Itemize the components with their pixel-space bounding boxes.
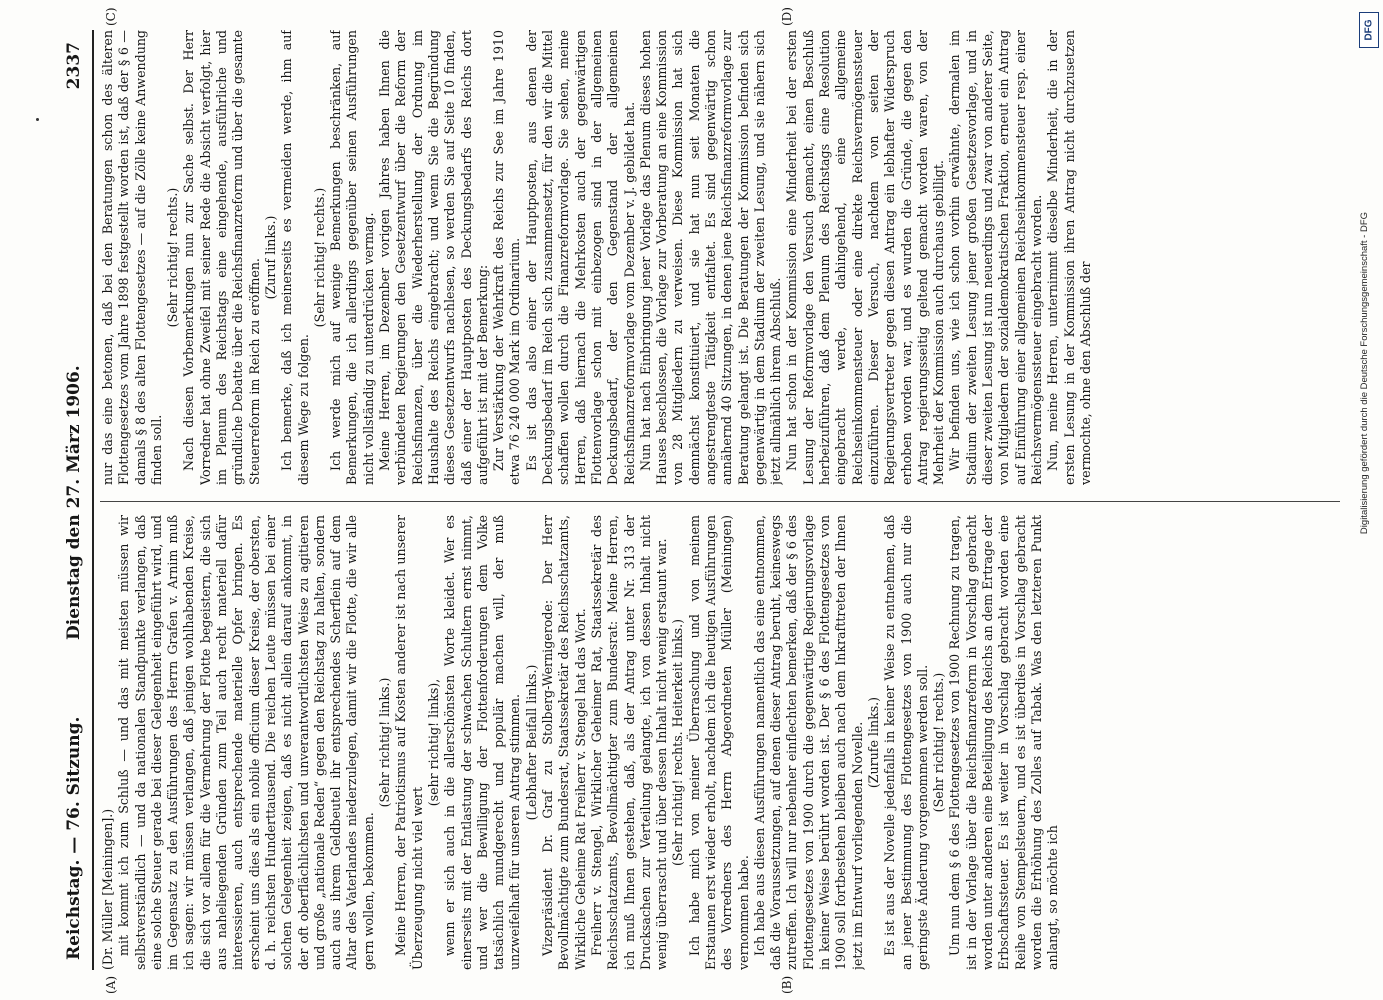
right-column-paragraph: (Sehr richtig! rechts.) [311, 187, 327, 328]
left-column-paragraph: Um nun dem § 6 des Flottengesetzes von 1900 Rechnung zu tragen, ist in der Vorlage über die Reichsfinanzreform in Vorschlag gebracht worden unter anderen eine Beteiligung des Reichs an dem Ertrage der Erbschaftssteuer. Es ist weiter in Vorschlag gebracht worden eine Reihe von Stempelsteuern, und es ist überdies in Vorschlag gebracht worden die Erhöhung des Zolles auf Tabak. Was den letzteren Punkt anlangt, so möchte ich [947, 515, 1061, 970]
left-column-paragraph: wenn er sich auch in die allerschönsten Worte kleidet. Wer es einerseits mit der Entlastung der schwachen Schultern ernst nimmt, und wer die Bewilligung der Flottenforderungen dem Volke tatsächlich mundgerecht und populär machen will, der muß unzweifelhaft für unseren Antrag stimmen. [442, 515, 523, 970]
right-column-paragraph: Nun hat schon in der Kommission eine Minderheit bei der ersten Lesung der Reformvorlage den Versuch gemacht, einen Beschluß herbeizuführen, daß dem Plenum des Reichstags eine Resolution eingebracht werde, dahingehend, eine allgemeine Reichseinkommensteuer oder eine direkte Reichsvermögenssteuer einzuführen. Dieser Versuch, nachdem von seiten der Regierungsvertreter gegen diesen Antrag ein lebhafter Widerspruch erhoben worden war, und es wurden die Gründe, die gegen den Antrag regierungsseitig geltend gemacht worden waren, von der Mehrheit der Kommission auch durchaus gebilligt. [784, 30, 947, 485]
left-column-paragraph: Es ist aus der Novelle jedenfalls in keiner Weise zu entnehmen, daß an jener Bestimmung des Flottengesetzes von 1900 auch nur die geringste Änderung vorgenommen werden soll. [882, 515, 930, 970]
right-column-paragraph: Nun, meine Herren, unternimmt dieselbe Minderheit, die in der ersten Lesung in der Kommission ihren Antrag nicht durchzusetzen vermochte, ohne den Abschluß der [1045, 30, 1093, 485]
right-column-paragraph: nur das eine betonen, daß bei den Beratungen schon des älteren Flottengesetzes vom Jahre 1898 festgestellt worden ist, daß der § 6 — damals § 8 des alten Flottengesetzes — auf die Zölle keine Anwendung finden soll. [100, 30, 164, 485]
text-column-right [100, 30, 1340, 485]
dfg-footer [1356, 8, 1380, 993]
left-column-paragraph: (Lebhafter Beifall links.) [523, 664, 539, 821]
page-content-rotated [60, 7, 1345, 994]
page-number: 2337 [64, 42, 84, 90]
left-column-paragraph: (Zurufe links.) [865, 696, 881, 789]
left-column-paragraph: Meine Herren, der Patriotismus auf Kosten anderer ist nach unserer Überzeugung nicht viel wert [393, 515, 425, 970]
left-column-paragraph: (Sehr richtig! rechts. Heiterkeit links.) [670, 618, 686, 867]
scan-speck [36, 118, 39, 121]
right-column-paragraph: Meine Herren, im Dezember vorigen Jahres haben Ihnen die verbündeten Regierungen den Gesetzentwurf über die Reform der Reichsfinanzen, über die Wiederherstellung der Ordnung im Haushalte des Reichs eingebracht; und wenn Sie die Begründung dieses Gesetzentwurfs nachlesen, so werden Sie auf Seite 10 finden, daß einer der Hauptposten des Deckungsbedarfs des Reichs dort aufgeführt ist mit der Bemerkung: [377, 30, 490, 485]
right-column-paragraph: Zur Verstärkung der Wehrkraft des Reichs zur See im Jahre 1910 etwa 76 240 000 Mark im Ordinarium. [491, 30, 523, 485]
column-divider [100, 501, 1340, 502]
left-column-paragraph: (Sehr richtig! rechts.) [931, 672, 947, 813]
right-column-paragraph: Ich werde mich auf wenige Bemerkungen beschränken, auf Bemerkungen, die ich allerdings gegenüber seinen Ausführungen nicht vollständig zu unterdrücken vermag. [328, 30, 376, 485]
margin-letter-b: (B) [780, 975, 794, 994]
left-column-paragraph: Ich habe mich von meiner Überraschung und von meinem Erstaunen erst wieder erholt, nachdem ich die heutigen Ausführungen des Vorredners des Herrn Abgeordneten Müller (Meiningen) vernommen habe. [686, 515, 751, 970]
margin-letter-a: (A) [104, 975, 118, 994]
right-column-paragraph: Wir befinden uns, wie ich schon vorhin erwähnte, dermalen im Stadium der zweiten Lesung jener großen Gesetzesvorlage, und in dieser zweiten Lesung ist nun neuerdings und zwar von anderer Seite, von Mitgliedern der sozialdemokratischen Fraktion, erneut ein Antrag auf Einführung einer allgemeinen Reichseinkommensteuer resp. einer Reichsvermögenssteuer eingebracht worden. [947, 30, 1044, 485]
margin-letter-d: (D) [780, 7, 794, 26]
right-column-paragraph: Nach diesen Vorbemerkungen nun zur Sache selbst. Der Herr Vorredner hat ohne Zweifel mit seiner Rede die Absicht verfolgt, hier im Plenum des Reichstags eine eingehende, ausführliche und gründliche Debatte über die Reichsfinanzreform und über die gesamte Steuerreform im Reich zu eröffnen. [181, 30, 262, 485]
right-column-paragraph: Ich bemerke, daß ich meinerseits es vermeiden werde, ihm auf diesem Wege zu folgen. [279, 30, 311, 485]
dfg-funding-note: Digitalisierung gefördert durch die Deutsche Forschungsgemeinschaft - DFG [1359, 211, 1370, 535]
running-head [60, 30, 94, 970]
left-column-paragraph: Ich habe aus diesen Ausführungen namentlich das eine entnommen, daß die Voraussetzungen, auf denen dieser Antrag beruht, keineswegs zutreffen. Ich will nur nebenher einflechten bemerken, daß der § 6 des Flottengesetzes von 1900 durch die gegenwärtige Regierungsvorlage in keiner Weise berührt worden ist. Der § 6 des Flottengesetzes von 1900 soll fortbestehen bleiben auch nach dem Inkrafttreten der Ihnen jetzt im Entwurf vorliegenden Novelle. [751, 515, 865, 970]
right-column-paragraph: (Zuruf links.) [262, 215, 278, 300]
left-column-paragraph: (Sehr richtig! links.) [377, 677, 393, 808]
left-column-paragraph: mit kommt ich zum Schluß — und das mit meisten müssen wir selbstverständlich — und da nationalen Standpunkte verlangen, daß eine solche Steuer gerade bei dieser Gelegenheit eingeführt wird, und im Gegensatz zu den Ausführungen des Herrn Grafen v. Arnim muß ich sagen: wir müssen verlangen, daß jenigen wohlhabenden Kreise, die sich vor allem für die Vermehrung der Flotte begeistern, die sich aus naheliegenden Gründen zum Teil auch recht materiell dafür interessieren, auch entsprechende materielle Opfer bringen. Es erscheint uns dies als ein nobile officium dieser Kreise, der obersten, d. h. reichsten Hunderttausend. Die reichen Leute müssen bei einer solchen Gelegenheit zeigen, daß es nicht allein darauf ankommt, in der oft oberflächlichsten und unverantwortlichsten Weise zu agitieren und große „nationale Reden“ gegen den Reichstag zu halten, sondern auch aus ihrem Geldbeutel ihr entsprechendes Scherflein auf dem Altar des Vaterlandes niederzulegen, damit wir die Flotte, die wir alle gern wollen, bekommen. [116, 515, 376, 970]
left-column-paragraph: (sehr richtig! links), [425, 678, 441, 807]
right-column-paragraph: Nun hat nach Einbringung jener Vorlage das Plenum dieses hohen Hauses beschlossen, die Vorlage zur Vorberatung an eine Kommission von 28 Mitgliedern zu verweisen. Diese Kommission hat sich demnächst konstituiert, und sie hat nun seit Monaten die angestrengteste Tätigkeit entfaltet. Es sind gegenwärtig schon annähernd 40 Sitzungen, in denen jene Reichsfinanzreformvorlage zur Beratung gelangt ist. Die Beratungen der Kommission befinden sich gegenwärtig in dem Stadium der zweiten Lesung, und sie nähern sich jetzt allmählich ihrem Abschluß. [637, 30, 784, 485]
text-column-left [100, 515, 1340, 970]
dfg-logo-text: DFG [1363, 19, 1375, 41]
running-head-date: Dienstag den 27. März 1906. [64, 365, 84, 640]
left-column-paragraph: (Dr. Müller [Meiningen].) [100, 808, 115, 970]
left-column-paragraph: Vizepräsident Dr. Graf zu Stolberg-Wernigerode: Der Herr Bevollmächtigte zum Bundesrat, Staatssekretär des Reichsschatzamts, Wirkliche Geheime Rat Freiherr v. Stengel hat das Wort. [540, 515, 588, 970]
right-column-paragraph: Es ist das also einer der Hauptposten, aus denen der Deckungsbedarf im Reich sich zusammensetzt, für den wir die Mittel schaffen wollen durch die Finanzreformvorlage. Sie sehen, meine Herren, daß hiernach die Mehrkosten auch der gegenwärtigen Flottenvorlage schon mit einbezogen sind in der allgemeinen Deckungsbedarf, der den Gegenstand der allgemeinen Reichsfinanzreformvorlage vom Dezember v. J. gebildet hat. [523, 30, 637, 485]
left-column-paragraph: Freiherr v. Stengel, Wirklicher Geheimer Rat, Staatssekretär des Reichsschatzamts, Bevollmächtigter zum Bundesrat: Meine Herren, ich muß Ihnen gestehen, daß, als der Antrag unter Nr. 313 der Drucksachen zur Verteilung gelangte, ich von dessen Inhalt nicht wenig überrascht und über dessen Inhalt nicht wenig erstaunt war. [588, 515, 670, 970]
margin-letter-c: (C) [104, 7, 118, 26]
running-head-left: Reichstag. — 76. Sitzung. [64, 716, 84, 960]
right-column-paragraph: (Sehr richtig! rechts.) [165, 187, 181, 328]
